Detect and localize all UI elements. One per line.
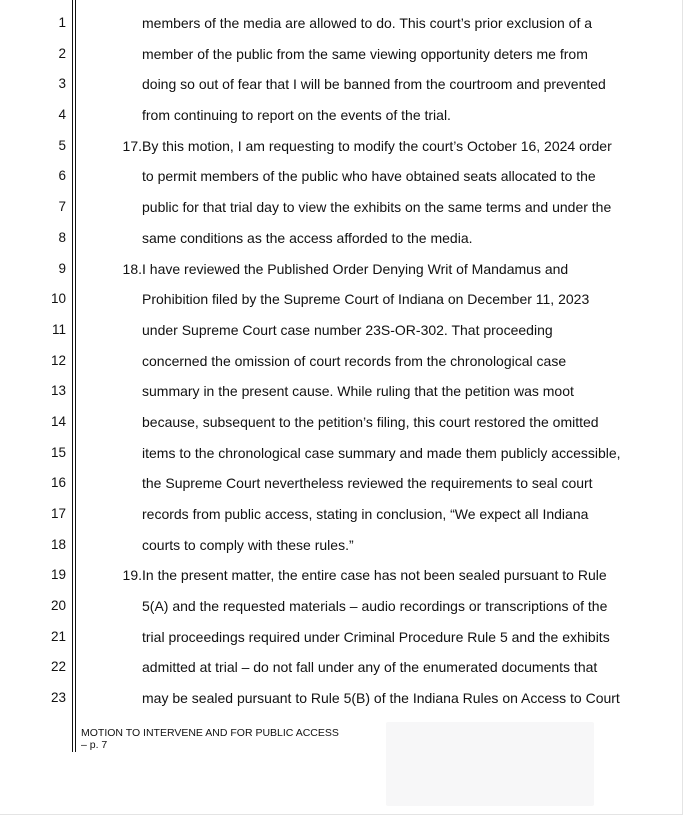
text-line (142, 591, 642, 622)
text-line (142, 100, 642, 131)
line-text: records from public access, stating in conclusion, “We expect all Indiana (142, 506, 589, 522)
line-text: courts to comply with these rules.” (142, 536, 354, 553)
line-text: summary in the present cause. While ruling that the petition was moot (142, 383, 574, 400)
text-line (142, 407, 642, 438)
line-number: 20 (50, 598, 66, 614)
line-number: 7 (58, 199, 66, 215)
line-number: 3 (58, 76, 66, 92)
line-number: 22 (50, 659, 66, 675)
text-line (142, 376, 642, 407)
line-text: In the present matter, the entire case has not been sealed pursuant to Rule (142, 567, 607, 584)
text-line (142, 223, 642, 254)
text-line (142, 192, 642, 223)
text-line (142, 499, 642, 530)
line-number: 15 (50, 444, 66, 460)
line-text: under Supreme Court case number 23S-OR-302. That proceeding (142, 321, 553, 338)
text-line (142, 438, 642, 469)
text-line (122, 131, 642, 162)
line-number: 4 (58, 107, 66, 123)
text-line (142, 315, 642, 346)
line-text: Prohibition filed by the Supreme Court of Indiana on December 11, 2023 (142, 291, 590, 308)
text-line (122, 560, 642, 591)
line-number: 11 (51, 321, 66, 337)
line-text: members of the media are allowed to do. This court’s prior exclusion of a (142, 15, 593, 31)
line-number: 18 (50, 536, 66, 552)
line-text: I have reviewed the Published Order Denying Writ of Mandamus and (142, 260, 569, 277)
footer-title: MOTION TO INTERVENE AND FOR PUBLIC ACCESS (81, 727, 339, 739)
line-text: because, subsequent to the petition’s filing, this court restored the omitted (142, 413, 599, 430)
line-number: 9 (58, 260, 66, 276)
text-line (142, 39, 642, 70)
line-number: 13 (50, 383, 66, 399)
line-text: from continuing to report on the events of the trial. (142, 107, 451, 124)
line-text: concerned the omission of court records from the chronological case (142, 352, 567, 369)
line-text: the Supreme Court nevertheless reviewed the requirements to seal court (142, 475, 593, 492)
line-number-column (30, 8, 66, 714)
line-number: 14 (50, 413, 66, 429)
line-number: 16 (50, 475, 66, 491)
text-line (142, 683, 642, 714)
line-text: By this motion, I am requesting to modify the court’s October 16, 2024 order (142, 137, 612, 154)
line-text: admitted at trial – do not fall under any of the enumerated documents that (142, 659, 598, 676)
line-text: to permit members of the public who have obtained seats allocated to the (142, 168, 596, 185)
paragraph-number: 17. (122, 137, 142, 154)
line-number: 19 (50, 567, 66, 583)
line-text: may be sealed pursuant to Rule 5(B) of the Indiana Rules on Access to Court (142, 690, 620, 707)
line-text: member of the public from the same viewing opportunity deters me from (142, 45, 588, 62)
line-number: 23 (50, 690, 66, 706)
footer-page-number: – p. 7 (81, 739, 108, 751)
text-line (142, 530, 642, 561)
text-line (142, 468, 642, 499)
paragraph-number: 18. (122, 260, 142, 277)
line-number: 5 (58, 137, 66, 153)
line-text: same conditions as the access afforded to the media. (142, 229, 473, 246)
line-number: 17 (50, 506, 66, 521)
paragraph-number: 19. (122, 567, 142, 584)
line-number: 21 (50, 628, 66, 644)
text-line (122, 254, 642, 285)
line-number: 12 (50, 352, 66, 368)
text-line (142, 346, 642, 377)
text-line (142, 652, 642, 683)
left-margin-rule (72, 0, 73, 752)
text-line (142, 161, 642, 192)
left-margin-rule-double (75, 0, 76, 752)
text-line (142, 284, 642, 315)
document-footer (81, 727, 339, 751)
text-line (142, 8, 642, 39)
redacted-region (386, 722, 594, 806)
text-line (142, 69, 642, 100)
line-number: 6 (58, 168, 66, 184)
line-text: 5(A) and the requested materials – audio recordings or transcriptions of the (142, 598, 608, 615)
line-number: 2 (58, 45, 66, 61)
line-text: doing so out of fear that I will be banned from the courtroom and prevented (142, 76, 606, 93)
line-text: items to the chronological case summary and made them publicly accessible, (142, 444, 621, 461)
line-text: trial proceedings required under Criminal Procedure Rule 5 and the exhibits (142, 628, 610, 645)
line-number: 8 (58, 229, 66, 245)
pleading-body (122, 8, 642, 714)
line-text: public for that trial day to view the exhibits on the same terms and under the (142, 199, 612, 216)
line-number: 10 (50, 291, 66, 307)
text-line (142, 622, 642, 653)
line-number: 1 (58, 15, 66, 30)
